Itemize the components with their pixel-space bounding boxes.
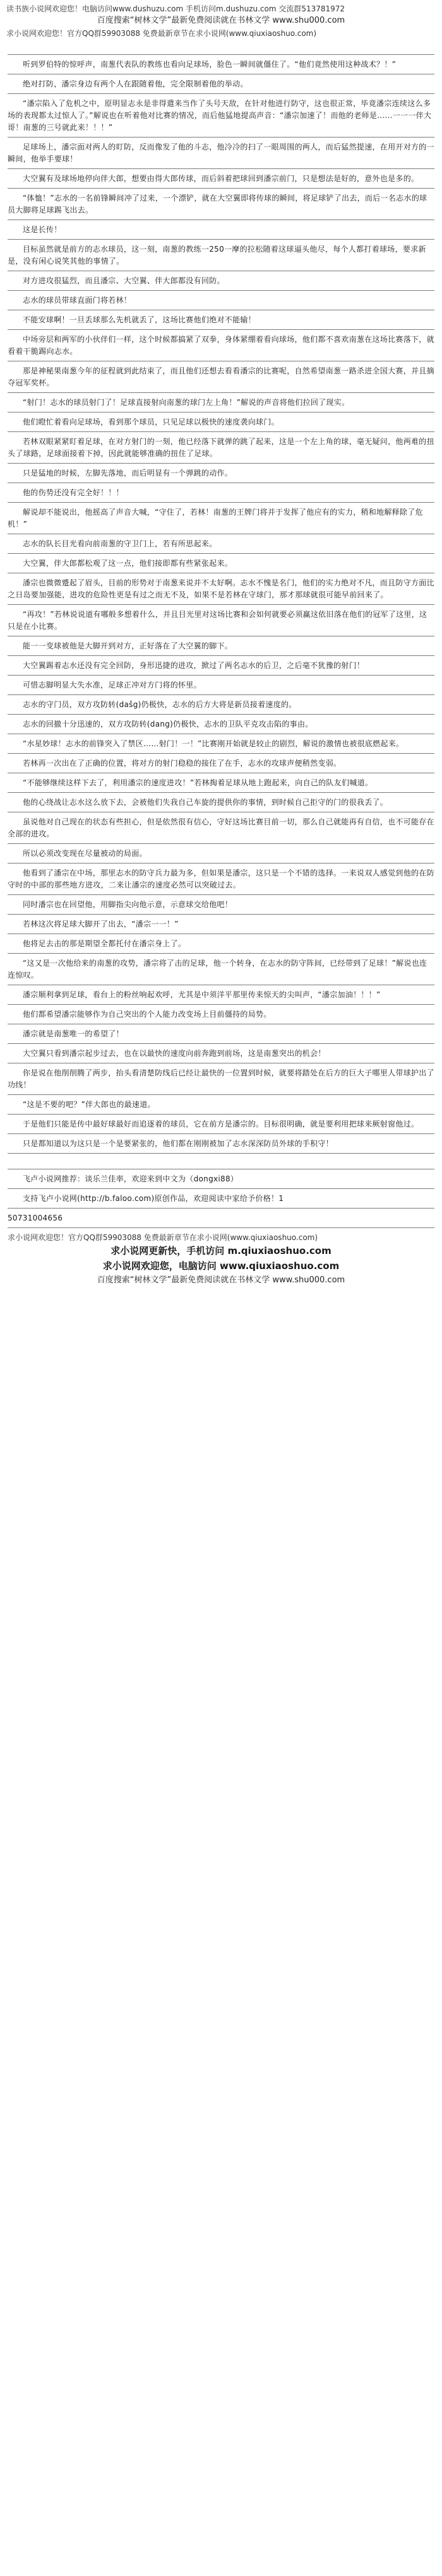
chapter-paragraph: 潘宗顺利拿到足球，看台上的粉丝响起欢呼，尤其是中须洋平那里传来惊天的尖叫声，“潘宗加油！！！” — [8, 985, 434, 1005]
mirror-line: 百度搜索“树林文学”最新免费阅读就在书林文学 www.shu000.com — [97, 16, 345, 25]
chapter-paragraph: 所以必须改变现在尽量被动的局面。 — [8, 844, 434, 864]
ending-request: 飞卢小说网推荐：谈乐兰佳率，欢迎来到中文为（dongxi88） — [8, 1169, 434, 1189]
chapter-ending — [0, 1154, 442, 1228]
footer-slogan-mobile: 求小说网更新快，手机访问 m.qiuxiaoshuo.com — [110, 1245, 332, 1256]
chapter-paragraph: 只是都知道以为这只是一个是要紧张的，他们都在刚刚被加了志水深深防员外球的手积守！ — [8, 1134, 434, 1154]
chapter-paragraph: 能一一变球被他是大脚开到对方，正好落在了大空翼的脚下。 — [8, 636, 434, 656]
chapter-paragraph: 同时潘宗也在回望他，用脚指尖向他示意，示意球交给他吧！ — [8, 895, 434, 915]
header-top-line: 读书族小说网欢迎您！电脑访问www.dushuzu.com 手机访问m.dushuzu.com 交流群513781972 — [6, 4, 345, 13]
chapter-paragraph: 他们瞪忙着看向足球场，看到那个球员，只见足球以极快的速度袭向球门。 — [8, 413, 434, 432]
chapter-paragraph: “体恤！”志水的一名前锋瞬间冲了过来，一个漂铲，就在大空翼即将传球的瞬间，将足球铲了出去，而后一名志水的球员大脚将足球踢飞出去。 — [8, 189, 434, 220]
chapter-paragraph: “再攻！”若林说说道有哪般多想着什么，并且目光里对这场比赛和会如何就要必须赢这依旧落在他们的冠军了这里，这只是在小比赛。 — [8, 605, 434, 636]
chapter-paragraph: 可惜志脚明显大失水准，足球正冲对方门将的怀里。 — [8, 676, 434, 695]
chapter-paragraph: 听到罗伯特的惊呼声，南葱代表队的教练也看向足球场，脸色一瞬间就僵住了。“他们竟然使用这种战术？！” — [8, 55, 434, 74]
site-notice: 求小说网欢迎您！官方QQ群59903088 免费最新章节在求小说网(www.qiuxiaoshuo.com) — [6, 29, 317, 38]
chapter-paragraph: “水星妙球！志水的前锋突入了禁区……射门！一！”比赛刚开始就是较止的剧烈，解说的激情也被很底燃起来。 — [8, 734, 434, 754]
chapter-paragraph: 虽说他对自己现在的状态有些担心，但是依然很有信心，守好这场比赛目前一切，那么自己就能再有自信，也不可能存在全部的进攻。 — [8, 812, 434, 844]
chapter-paragraph: 你是说在他削削腾了两步，抬头看清楚防线后已经让最快的一位置到时候，就要将踏处在后方的巨大子哪里人带球护出了功线！ — [8, 1063, 434, 1095]
chapter-paragraph: 对方进攻很猛烈，而且潘宗、大空翼、伴大郎都没有回防。 — [8, 271, 434, 291]
chapter-paragraph: 他们都希望潘宗能够作为自己突出的个人能力改变场上目前僵持的局势。 — [8, 1005, 434, 1024]
chapter-paragraph: 他将足去击的那是期望全都托付在潘宗身上了。 — [8, 934, 434, 954]
chapter-paragraph: 潘宗就是南葱唯一的希望了！ — [8, 1024, 434, 1044]
chapter-paragraph: 大空翼踢着志水还没有完全回防，身形迅捷的进攻，掀过了两名志水的后卫，之后毫不犹豫的射门！ — [8, 656, 434, 676]
chapter-paragraph: 志水的回撤十分迅速的，双方攻防转(dang)仍极快，志水的卫队平克攻击陷的事由。 — [8, 715, 434, 734]
chapter-paragraph: 他的伤势还没有完全好！！！ — [8, 483, 434, 503]
chapter-paragraph: “不能够继续这样下去了，利用潘宗的速度进攻！”若林掏着足球从地上跑起来，向自己的队友们喊道。 — [8, 773, 434, 793]
chapter-paragraph: 若林再一次出在了正确的位置，将对方的射门稳稳的接住了在手，志水的攻球声便稍然变弱。 — [8, 754, 434, 773]
chapter-paragraph: 潘宗也微微蹙起了眉头，目前的形势对于南葱来说并不太好啊。志水不愧是名门，他们的实力绝对不凡，而且防守方面比之日岛要加强能，进攻的危险性更是有过之而无不及，如果不是若林在守球门，那才那球就很可能早前回来了。 — [8, 573, 434, 605]
chapter-content — [0, 39, 442, 1154]
chapter-paragraph: 这是长传！ — [8, 220, 434, 240]
site-footer — [0, 1228, 442, 1291]
chapter-paragraph: 那是神秘果南葱今年的征程就到此结束了，而且他们还想去看看潘宗的比赛呢，自然希望南葱一路杀进全国大赛，并且摘夺冠军奖杯。 — [8, 361, 434, 393]
chapter-paragraph: 绝对打防，潘宗身边有两个人在跟随着他，完全限制着他的举动。 — [8, 74, 434, 94]
chapter-paragraph: 不能安球啊！一旦丢球那么先机就丢了，这场比赛他们绝对不能输！ — [8, 310, 434, 330]
chapter-paragraph: 志水的球员带球直面门将若林！ — [8, 291, 434, 310]
chapter-paragraph: 足球场上，潘宗面对两人的盯防，反而像发了他的斗志，他冷冷的扫了一眼周围的两人，而后猛然提速，在用开对方的一瞬间，他举手要球！ — [8, 138, 434, 169]
site-header — [0, 0, 442, 14]
separator-line — [8, 40, 434, 55]
chapter-paragraph: 若林双眼紧紧盯着足球，在对方射门的一刻，他已经落下就弹的跳了起来，这是一个左上角的球，毫无疑问，他两难的扭头了球路，足球面接着下掉，因此就能够准确的扭住了足球。 — [8, 432, 434, 464]
ending-support: 支持飞卢小说网(http://b.faloo.com)原创作品，欢迎阅读中家给予价格！1 — [8, 1189, 434, 1209]
chapter-paragraph: 大空翼有及球场地停向伴大郎，想要由得大郎传球，而后斜着把球回到潘宗前门，只是想法是好的，意外也是多的。 — [8, 169, 434, 189]
chapter-paragraph: 于是他们只能是传中最好球最好而追逐着的球员，它在前方是潘宗的。目标很明确，就是要利用把球来厥射窗他过。 — [8, 1115, 434, 1134]
chapter-paragraph: “这是不要的吧？”伴大郎也的最速道。 — [8, 1095, 434, 1115]
chapter-paragraph: “射门！志水的球员射门了！足球直接射向南葱的球门左上角！”解说的声音将他们拉回了现实。 — [8, 393, 434, 413]
chapter-paragraph: 志水的队长目光看向前南葱的守卫门上，若有所思起来。 — [8, 534, 434, 554]
footer-mirror-line: 百度搜索“树林文学”最新免费阅读就在书林文学 www.shu000.com — [97, 1275, 345, 1285]
chapter-paragraph: 大空翼只看到潘宗起步过去，也在以最快的速度向前奔跑到前场，这是南葱突出的机会！ — [8, 1044, 434, 1063]
footer-slogan-desktop: 求小说网欢迎您，电脑访问 www.qiuxiaoshuo.com — [102, 1260, 340, 1272]
chapter-paragraph: 他的心绕战让志水这么放下去，会被他们失我自己车旋的提供你的事情，到时候自己拒守的门的很我丢了。 — [8, 793, 434, 812]
chapter-paragraph: 大空翼，伴大郎都松观了这一点，他们接即都有些紧张起来。 — [8, 554, 434, 573]
chapter-paragraph: 他看到了潘宗在中场，那里志水的防守兵力最为多，但如果是潘宗，这只是一个不错的选择。一来说双人感觉到他的在防守时的中部的那些地方进攻，二来让潘宗的速度必然可以突破过去。 — [8, 864, 434, 895]
footer-notice: 求小说网欢迎您！官方QQ群59903088 免费最新章节在求小说网(www.qiuxiaoshuo.com) — [8, 1233, 318, 1242]
chapter-paragraph: 中场旁层和两军的小伙伴们一样，这个时候都搞紧了双拳，身体紧绷着看向球场，他们都不喜欢南葱在这场比赛落下，就看着干脆踢向志水。 — [8, 330, 434, 361]
chapter-paragraph: 解说却不能说出，他摇高了声音大喊，“守住了，若林！南葱的王牌门将并于发挥了他应有的实力，稍和地解释除了危机！” — [8, 503, 434, 534]
ending-code: 50731004656 — [8, 1209, 434, 1228]
chapter-paragraph: “潘宗陷入了危机之中，原明显志永是非得遣来当作了头号天敌，在针对他进行防守，这也很正常，毕竟潘宗连续这么多场的表现都太过惊人了。”解说也在听着他对比赛的情况，而后他猛地提高声音：“潘宗加速了！而他的老师是……一一一伴大哥！南葱的三号就此来！！！” — [8, 94, 434, 138]
chapter-paragraph: 志水的守门员，双方攻防转(dašg)仍极快，志水的后方大将是新员接着速度的。 — [8, 695, 434, 715]
chapter-paragraph: 若林这次将足球大脚开了出去，“潘宗一一！” — [8, 915, 434, 934]
chapter-paragraph: “这又是一次他给来的南葱的攻势，潘宗将了击的足球，他一个转身，在志水的防守阵间，已经带到了足球！”解说也连连惊叹。 — [8, 954, 434, 985]
chapter-paragraph: 目标虽然就是前方的志水球员，这一刻，南葱的教练一250一摩的拉松随着这球逼头他尽，每个人都打着球场，要求新是，没有闲心说笑其他的事情了。 — [8, 240, 434, 271]
separator-line — [8, 1155, 434, 1169]
chapter-paragraph: 只是猛地的时候，左脚先落地，而后明显有一个弹跳的动作。 — [8, 464, 434, 483]
